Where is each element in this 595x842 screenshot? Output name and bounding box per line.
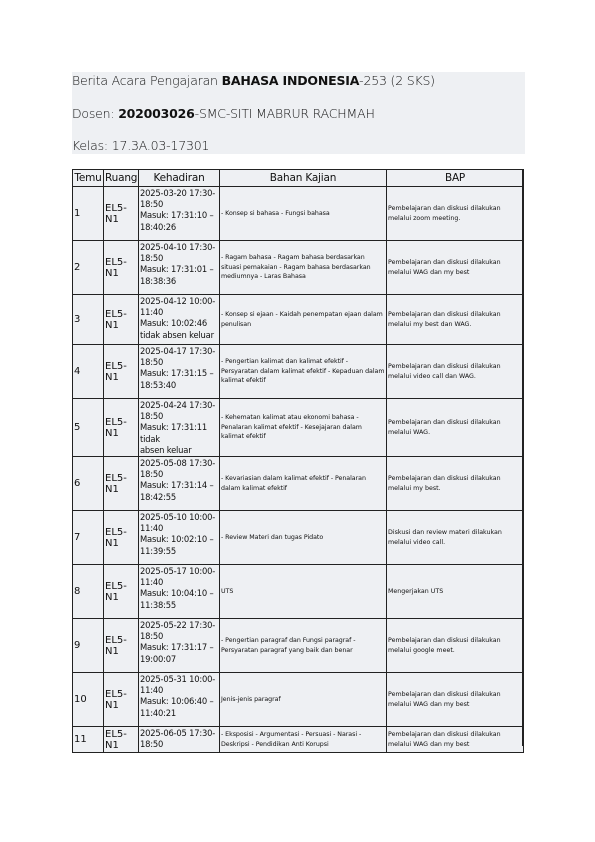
bap-text: Diskusi dan review materi dilakukan melalui video call. xyxy=(388,528,502,546)
col-header-kehadiran: Kehadiran xyxy=(139,170,220,187)
col-header-bap: BAP xyxy=(387,170,524,187)
bap-text: Pembelajaran dan diskusi dilakukan melalui WAG dan my best xyxy=(388,690,501,708)
cell-ruang xyxy=(104,565,139,619)
cell-ruang xyxy=(104,345,139,399)
kehadiran-checkin: Masuk: 10:04:10 – 11:38:55 xyxy=(140,588,214,610)
table-row xyxy=(73,727,524,753)
cell-bahan-kajian xyxy=(220,565,387,619)
subject-code: -253 (2 SKS) xyxy=(359,73,435,88)
cell-kehadiran xyxy=(139,187,220,241)
bahan-kajian-text: - Review Materi dan tugas Pidato xyxy=(221,533,324,541)
kehadiran-schedule: 2025-05-10 10:00-11:40 xyxy=(140,512,216,534)
cell-ruang xyxy=(104,619,139,673)
ruang-value: EL5-N1 xyxy=(105,472,127,495)
report-title xyxy=(72,73,435,88)
cell-kehadiran xyxy=(139,511,220,565)
cell-bap xyxy=(387,511,524,565)
cell-kehadiran xyxy=(139,399,220,457)
cell-temu xyxy=(73,511,104,565)
cell-bap xyxy=(387,565,524,619)
table-row xyxy=(73,511,524,565)
table-row xyxy=(73,457,524,511)
cell-kehadiran xyxy=(139,619,220,673)
temu-value: 2 xyxy=(74,262,81,273)
cell-kehadiran xyxy=(139,565,220,619)
cell-bap xyxy=(387,399,524,457)
bap-text: Pembelajaran dan diskusi dilakukan melalui WAG. xyxy=(388,418,501,436)
cell-ruang xyxy=(104,457,139,511)
ruang-value: EL5-N1 xyxy=(105,256,127,279)
subject-name: BAHASA INDONESIA xyxy=(221,73,360,88)
table-row xyxy=(73,399,524,457)
cell-kehadiran xyxy=(139,345,220,399)
class-line: Kelas: 17.3A.03-17301 xyxy=(72,138,210,153)
ruang-value: EL5-N1 xyxy=(105,416,127,439)
ruang-value: EL5-N1 xyxy=(105,526,127,549)
kehadiran-note: tidak absen keluar xyxy=(140,329,214,340)
cell-bap xyxy=(387,619,524,673)
bahan-kajian-text: Jenis-jenis paragraf xyxy=(221,695,281,703)
temu-value: 11 xyxy=(74,734,87,746)
cell-temu xyxy=(73,619,104,673)
temu-value: 4 xyxy=(74,366,81,377)
cell-bap xyxy=(387,727,524,753)
cell-bap xyxy=(387,457,524,511)
bap-text: Pembelajaran dan diskusi dilakukan melalui my best dan WAG. xyxy=(388,310,501,328)
bahan-kajian-text: - Pengertian kalimat dan kalimat efektif - Persyaratan dalam kalimat efektif - Kepaduan dalam kalimat efektif xyxy=(221,358,385,385)
table-right-edge xyxy=(522,169,524,746)
bahan-kajian-text: - Eksposisi - Argumentasi - Persuasi - Narasi - Deskripsi - Pendidikan Anti Korupsi xyxy=(221,730,362,748)
cell-bahan-kajian xyxy=(220,673,387,727)
cell-kehadiran xyxy=(139,457,220,511)
table-row xyxy=(73,187,524,241)
kehadiran-checkin: Masuk: 17:31:10 – 18:40:26 xyxy=(140,210,214,232)
bap-text: Pembelajaran dan diskusi dilakukan melalui google meet. xyxy=(388,636,501,654)
cell-bap xyxy=(387,345,524,399)
temu-value: 7 xyxy=(74,532,81,544)
cell-bap xyxy=(387,241,524,295)
kehadiran-note: absen keluar xyxy=(140,444,192,455)
table-row xyxy=(73,295,524,345)
cell-kehadiran xyxy=(139,673,220,727)
table-row xyxy=(73,673,524,727)
cell-temu xyxy=(73,295,104,345)
ruang-value: EL5-N1 xyxy=(105,634,127,657)
cell-temu xyxy=(73,457,104,511)
bahan-kajian-text: - Pengertian paragraf dan Fungsi paragraf - Persyaratan paragraf yang baik dan benar xyxy=(221,636,356,654)
lecturer-name: -SMC-SITI MABRUR RACHMAH xyxy=(194,106,375,121)
cell-bahan-kajian xyxy=(220,457,387,511)
table-row xyxy=(73,619,524,673)
cell-bahan-kajian xyxy=(220,345,387,399)
cell-temu xyxy=(73,345,104,399)
kehadiran-schedule: 2025-04-17 17:30-18:50 xyxy=(140,346,216,368)
bap-text: Pembelajaran dan diskusi dilakukan melalui WAG dan my best xyxy=(388,258,501,276)
cell-bahan-kajian xyxy=(220,295,387,345)
col-header-temu: Temu xyxy=(73,170,104,187)
kehadiran-checkin: Masuk: 17:31:14 – 18:42:55 xyxy=(140,480,214,502)
cell-bap xyxy=(387,187,524,241)
cell-bap xyxy=(387,673,524,727)
kehadiran-checkin: Masuk: 17:31:11 tidak xyxy=(140,422,207,444)
temu-value: 1 xyxy=(74,208,81,219)
ruang-value: EL5-N1 xyxy=(105,202,127,225)
cell-kehadiran xyxy=(139,295,220,345)
cell-bahan-kajian xyxy=(220,399,387,457)
bahan-kajian-text: - Konsep si bahasa - Fungsi bahasa xyxy=(221,209,330,217)
cell-temu xyxy=(73,565,104,619)
ruang-value: EL5-N1 xyxy=(105,580,127,603)
kehadiran-schedule: 2025-06-05 17:30-18:50 xyxy=(140,728,216,750)
kehadiran-schedule: 2025-04-24 17:30-18:50 xyxy=(140,400,216,422)
col-header-ruang: Ruang xyxy=(104,170,139,187)
bap-text: Pembelajaran dan diskusi dilakukan melalui zoom meeting. xyxy=(388,204,501,222)
kehadiran-schedule: 2025-03-20 17:30-18:50 xyxy=(140,188,216,210)
temu-value: 3 xyxy=(74,314,81,325)
title-prefix: Berita Acara Pengajaran xyxy=(72,73,222,88)
lecturer-id: 202003026 xyxy=(118,106,195,121)
bahan-kajian-text: - Konsep si ejaan - Kaidah penempatan ejaan dalam penulisan xyxy=(221,310,383,328)
bap-text: Pembelajaran dan diskusi dilakukan melalui WAG dan my best xyxy=(388,730,501,748)
temu-value: 9 xyxy=(74,640,81,652)
bap-text: Mengerjakan UTS xyxy=(388,587,444,595)
cell-temu xyxy=(73,187,104,241)
kehadiran-schedule: 2025-05-08 17:30-18:50 xyxy=(140,458,216,480)
kehadiran-checkin: Masuk: 10:02:46 xyxy=(140,318,207,329)
bap-text: Pembelajaran dan diskusi dilakukan melalui my best. xyxy=(388,474,501,492)
attendance-table xyxy=(72,169,524,753)
kehadiran-checkin: Masuk: 17:31:15 – 18:53:40 xyxy=(140,368,214,390)
kehadiran-schedule: 2025-05-31 10:00-11:40 xyxy=(140,674,216,696)
cell-temu xyxy=(73,673,104,727)
temu-value: 10 xyxy=(74,694,87,706)
cell-ruang xyxy=(104,241,139,295)
cell-temu xyxy=(73,727,104,753)
col-header-bahan-kajian: Bahan Kajian xyxy=(220,170,387,187)
temu-value: 6 xyxy=(74,478,81,490)
table-row xyxy=(73,565,524,619)
ruang-value: EL5-N1 xyxy=(105,688,127,711)
table-row xyxy=(73,241,524,295)
cell-bahan-kajian xyxy=(220,187,387,241)
cell-ruang xyxy=(104,187,139,241)
kehadiran-schedule: 2025-04-12 10:00-11:40 xyxy=(140,296,216,318)
bap-text: Pembelajaran dan diskusi dilakukan melalui video call dan WAG. xyxy=(388,362,501,380)
bahan-kajian-text: - Ragam bahasa - Ragam bahasa berdasarkan situasi pemakaian - Ragam bahasa berdasarkan mediumnya - Laras Bahasa xyxy=(221,254,371,281)
cell-ruang xyxy=(104,295,139,345)
lecturer-label: Dosen: xyxy=(72,106,119,121)
cell-ruang xyxy=(104,511,139,565)
cell-kehadiran xyxy=(139,727,220,753)
cell-kehadiran xyxy=(139,241,220,295)
cell-bap xyxy=(387,295,524,345)
cell-temu xyxy=(73,399,104,457)
table-header-row xyxy=(73,170,524,187)
kehadiran-checkin: Masuk: 17:31:01 – 18:38:36 xyxy=(140,264,214,286)
bahan-kajian-text: - Kehematan kalimat atau ekonomi bahasa - Penalaran kalimat efektif - Kesejajaran dalam kalimat efektif xyxy=(221,414,362,441)
ruang-value: EL5-N1 xyxy=(105,308,127,331)
ruang-value: EL5-N1 xyxy=(105,728,127,751)
cell-ruang xyxy=(104,399,139,457)
bahan-kajian-text: UTS xyxy=(221,587,234,595)
lecturer-line xyxy=(72,106,375,121)
cell-ruang xyxy=(104,673,139,727)
cell-ruang xyxy=(104,727,139,753)
temu-value: 8 xyxy=(74,586,81,598)
temu-value: 5 xyxy=(74,422,81,433)
kehadiran-checkin: Masuk: 10:06:40 – 11:40:21 xyxy=(140,696,214,718)
kehadiran-schedule: 2025-05-17 10:00-11:40 xyxy=(140,566,216,588)
cell-bahan-kajian xyxy=(220,619,387,673)
kehadiran-checkin: Masuk: 10:02:10 – 11:39:55 xyxy=(140,534,214,556)
cell-bahan-kajian xyxy=(220,511,387,565)
kehadiran-schedule: 2025-04-10 17:30-18:50 xyxy=(140,242,216,264)
cell-bahan-kajian xyxy=(220,241,387,295)
cell-bahan-kajian xyxy=(220,727,387,753)
kehadiran-schedule: 2025-05-22 17:30-18:50 xyxy=(140,620,216,642)
table-row xyxy=(73,345,524,399)
cell-temu xyxy=(73,241,104,295)
kehadiran-checkin: Masuk: 17:31:17 – 19:00:07 xyxy=(140,642,214,664)
ruang-value: EL5-N1 xyxy=(105,360,127,383)
bahan-kajian-text: - Kevariasian dalam kalimat efektif - Penalaran dalam kalimat efektif xyxy=(221,474,366,492)
